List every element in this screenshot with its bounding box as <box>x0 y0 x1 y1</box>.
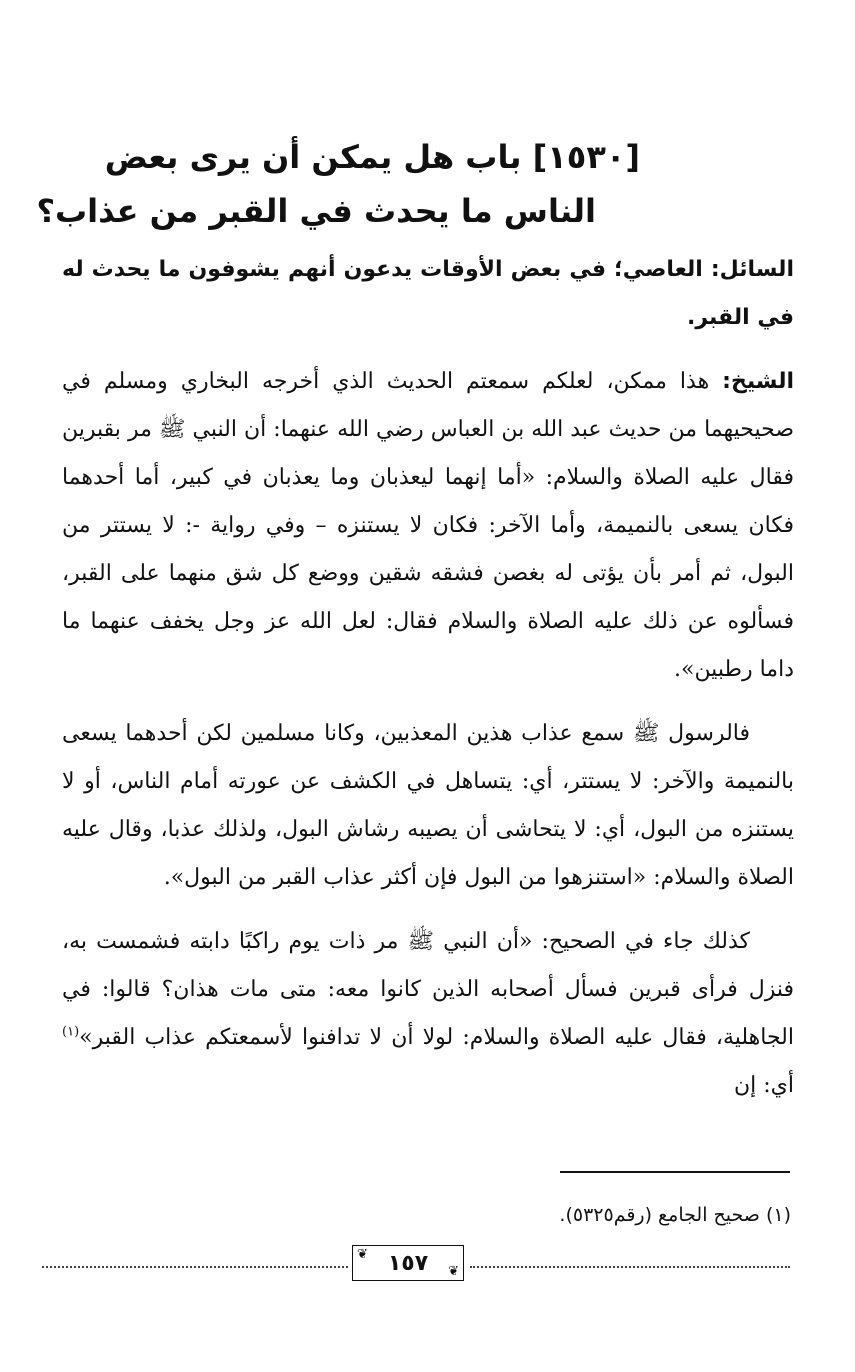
speaker-label-questioner: السائل: <box>710 257 794 282</box>
hadith-text: كذلك جاء في الصحيح: «أن النبي ﷺ مر ذات يوم راكبًا دابته فشمست به، فنزل فرأى قبرين فسأل أصحابه الذين كانوا معه: متى مات هذان؟ قالوا: في الجاهلية، فقال عليه الصلاة والسلام: لولا أن لا تدافنوا لأسمعتكم عذاب القبر» <box>62 929 794 1050</box>
chapter-heading-line-1: [١٥٣٠] باب هل يمكن أن يرى بعض <box>104 138 640 176</box>
dotted-divider-left <box>42 1266 348 1268</box>
answer-paragraph <box>62 358 794 694</box>
hadith-paragraph <box>62 918 794 1110</box>
speaker-label-sheikh: الشيخ: <box>722 369 794 394</box>
explanation-text: فالرسول ﷺ سمع عذاب هذين المعذبين، وكانا مسلمين لكن أحدهما يسعى بالنميمة والآخر: لا يستتر، أي: يتساهل في الكشف عن عورته أمام الناس، أو لا يستنزه من البول، أي: لا يتحاشى أن يصيبه رشاش البول، ولذلك عذبا، وقال عليه الصلاة والسلام: «استنزهوا من البول فإن أكثر عذاب القبر من البول». <box>62 721 794 890</box>
ornament-icon: ❦ <box>357 1247 368 1262</box>
ornament-icon: ❦ <box>448 1264 459 1279</box>
explanation-paragraph <box>62 710 794 902</box>
footnote-separator <box>560 1171 790 1173</box>
hadith-tail-text: أي: إن <box>733 1073 794 1098</box>
footnote-marker: (١) <box>62 1024 80 1040</box>
question-text: العاصي؛ في بعض الأوقات يدعون أنهم يشوفون ما يحدث له في القبر. <box>62 257 794 330</box>
footnote: (١) صحيح الجامع (رقم٥٣٢٥). <box>559 1204 791 1226</box>
question-paragraph <box>62 246 794 342</box>
chapter-heading <box>36 130 640 238</box>
chapter-heading-line-2: الناس ما يحدث في القبر من عذاب؟ <box>36 192 596 230</box>
page-number: ١٥٧ <box>387 1250 429 1276</box>
page-number-box <box>352 1245 464 1281</box>
main-text <box>62 246 794 1126</box>
dotted-divider-right <box>470 1266 790 1268</box>
answer-text: هذا ممكن، لعلكم سمعتم الحديث الذي أخرجه البخاري ومسلم في صحيحيهما من حديث عبد الله بن العباس رضي الله عنهما: أن النبي ﷺ مر بقبرين فقال عليه الصلاة والسلام: «أما إنهما ليعذبان وما يعذبان في كبير، أما أحدهما فكان يسعى بالنميمة، وأما الآخر: فكان لا يستنزه – وفي رواية -: لا يستتر من البول، ثم أمر بأن يؤتى له بغصن فشقه شقين ووضع كل شق منهما على القبر، فسألوه عن ذلك عليه الصلاة والسلام فقال: لعل الله عز وجل يخفف عنهما ما داما رطبين». <box>62 369 794 682</box>
